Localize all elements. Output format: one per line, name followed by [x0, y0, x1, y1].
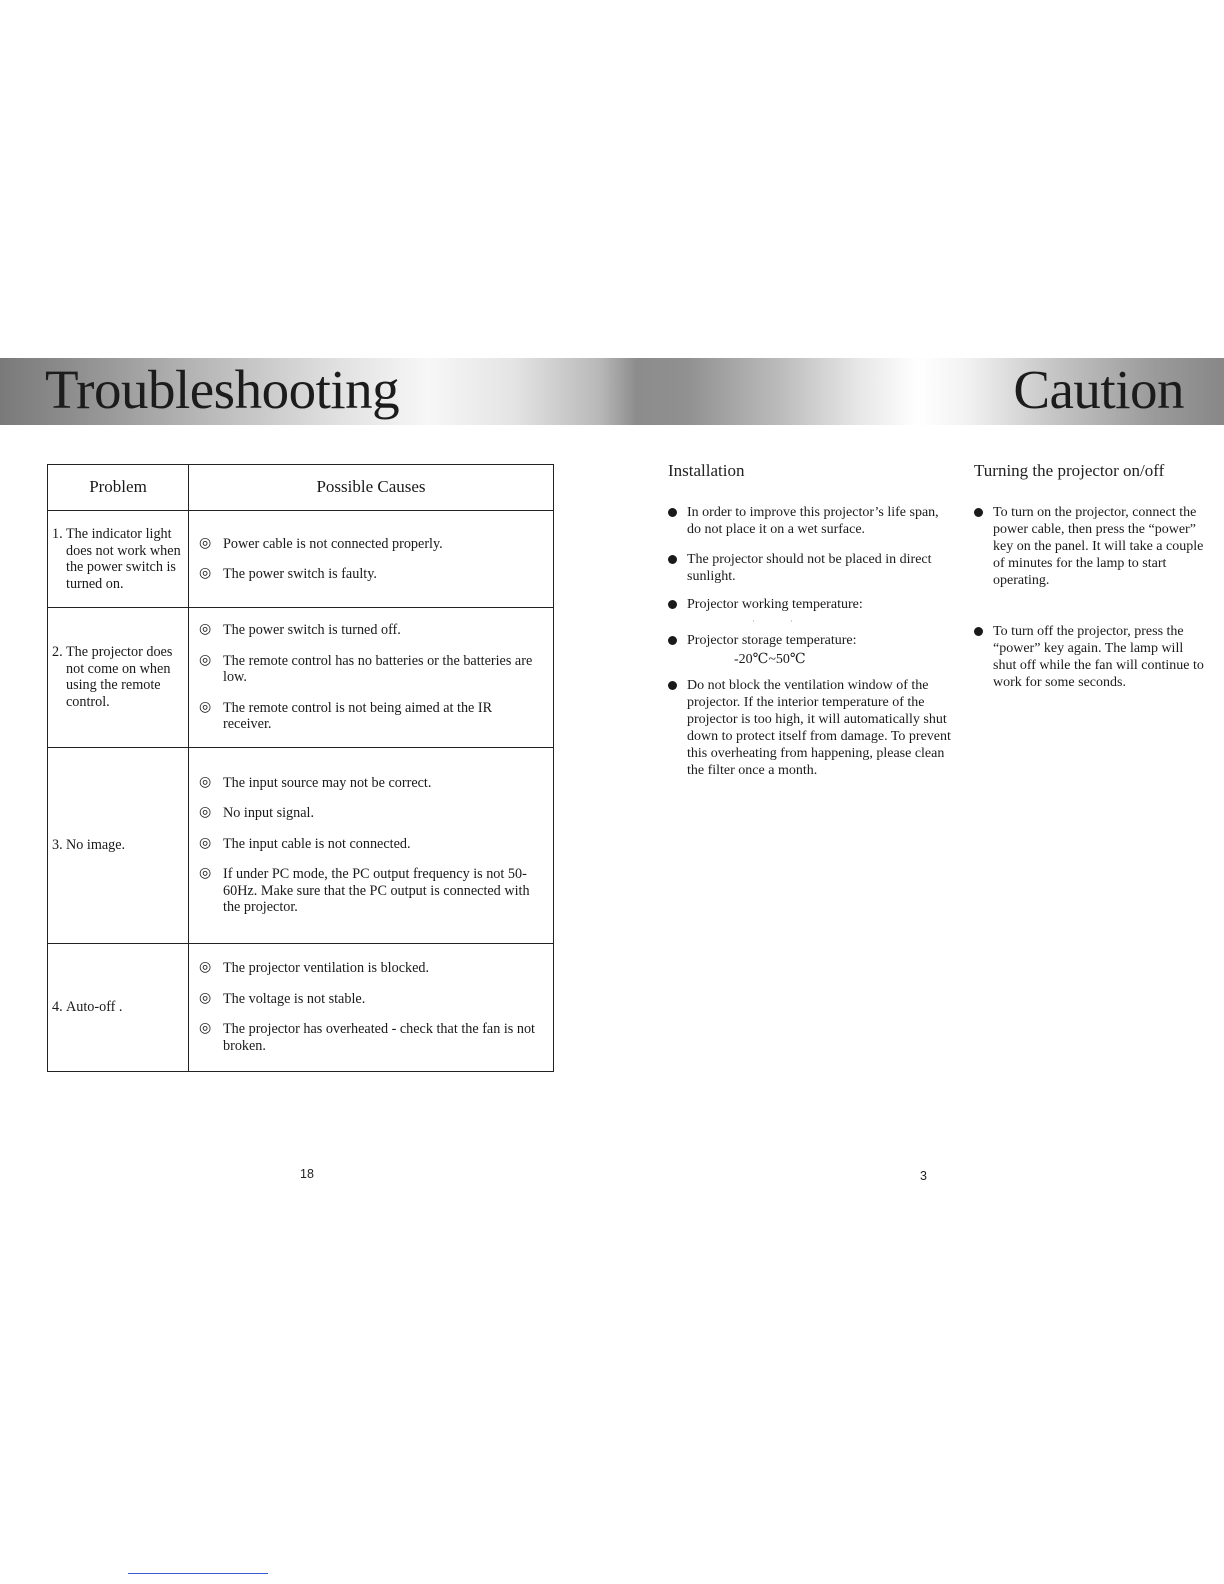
table-row [48, 608, 554, 748]
list-item-text: Projector working temperature: [687, 597, 863, 612]
bullet-icon [668, 681, 677, 690]
power-list [974, 504, 1204, 691]
list-item-text: The projector should not be placed in direct sunlight. [687, 552, 932, 584]
problem-text: Auto-off . [66, 998, 123, 1015]
causes-cell [189, 943, 554, 1071]
cause-item [199, 653, 543, 686]
bullet-icon [668, 636, 677, 645]
problem-cell [48, 747, 189, 943]
header-banner [0, 358, 1224, 425]
problem-number: 2. [52, 644, 63, 661]
cause-text: The input cable is not connected. [223, 835, 411, 852]
double-circle-icon: ◎ [199, 835, 212, 851]
bullet-icon [974, 508, 983, 517]
causes-cell [189, 747, 554, 943]
problem-cell [48, 511, 189, 608]
list-item-text: To turn on the projector, connect the power cable, then press the “power” key on the panel. It will take a couple of minutes for the lamp to start operating. [993, 505, 1204, 588]
problem-number: 4. [52, 998, 63, 1015]
cause-text: The remote control has no batteries or the batteries are low. [223, 652, 533, 685]
bullet-icon [668, 508, 677, 517]
cause-text: The power switch is faulty. [223, 566, 377, 582]
problem-cell [48, 943, 189, 1071]
cause-item [199, 622, 543, 639]
double-circle-icon: ◎ [199, 866, 212, 881]
problem-text: The indicator light does not work when the power switch is turned on. [66, 526, 181, 592]
list-item [974, 504, 1204, 589]
table-row [48, 511, 554, 608]
double-circle-icon: ◎ [199, 1021, 212, 1036]
list-item [668, 504, 953, 538]
cause-text: The projector ventilation is blocked. [223, 960, 430, 976]
problem-text: The projector does not come on when using the remote control. [66, 644, 173, 710]
bullet-icon [668, 600, 677, 609]
problem-number: 1. [52, 526, 63, 542]
cause-item [199, 960, 543, 977]
list-item [974, 623, 1204, 691]
cause-item [199, 536, 543, 553]
cause-text: The voltage is not stable. [223, 990, 366, 1007]
troubleshooting-title: Troubleshooting [45, 359, 400, 420]
problem-cell [48, 608, 189, 748]
faint-marks: · · [752, 616, 793, 626]
cause-item [199, 805, 543, 822]
table-header-row [48, 465, 554, 511]
problem-number: 3. [52, 836, 63, 853]
double-circle-icon: ◎ [199, 774, 212, 790]
cause-item [199, 700, 543, 733]
cause-text: The power switch is turned off. [223, 622, 401, 638]
header-problem: Problem [48, 465, 189, 511]
cause-item [199, 1021, 543, 1054]
list-item [668, 551, 953, 585]
double-circle-icon: ◎ [199, 805, 212, 820]
cause-item [199, 836, 543, 853]
cause-text: No input signal. [223, 805, 315, 821]
power-heading: Turning the projector on/off [974, 461, 1165, 480]
caution-title: Caution [1013, 359, 1184, 420]
cause-item [199, 866, 543, 916]
troubleshooting-table [47, 464, 554, 1072]
list-item-text: To turn off the projector, press the “power” key again. The lamp will shut off while the fan will continue to work for some seconds. [993, 624, 1204, 690]
causes-cell [189, 608, 554, 748]
double-circle-icon: ◎ [199, 699, 212, 715]
cause-item [199, 991, 543, 1008]
list-item [668, 596, 953, 627]
list-item-text: Do not block the ventilation window of the projector. If the interior temperature of the projector is too high, it will automatically shut down to protect itself from damage. To prevent this overheating from happening, please clean the filter once a month. [687, 678, 951, 778]
installation-list [668, 504, 953, 779]
double-circle-icon: ◎ [199, 990, 212, 1006]
list-item [668, 677, 953, 779]
cause-item [199, 566, 543, 583]
bullet-icon [974, 627, 983, 636]
storage-temperature-value: -20℃~50℃ [734, 652, 806, 667]
cause-text: If under PC mode, the PC output frequency is not 50-60Hz. Make sure that the PC output is connected with the projector. [223, 866, 530, 915]
cause-text: The input source may not be correct. [223, 774, 432, 791]
double-circle-icon: ◎ [199, 566, 212, 581]
double-circle-icon: ◎ [199, 535, 212, 551]
double-circle-icon: ◎ [199, 622, 212, 637]
list-item-text: In order to improve this projector’s life span, do not place it on a wet surface. [687, 505, 939, 537]
cause-item [199, 775, 543, 792]
footer-line [128, 1573, 268, 1574]
table-row [48, 943, 554, 1071]
cause-text: Power cable is not connected properly. [223, 535, 443, 552]
problem-text: No image. [66, 836, 126, 853]
cause-text: The projector has overheated - check that the fan is not broken. [223, 1021, 535, 1054]
table-row [48, 747, 554, 943]
installation-heading: Installation [668, 461, 745, 480]
double-circle-icon: ◎ [199, 960, 212, 975]
double-circle-icon: ◎ [199, 652, 212, 668]
list-item-text: Projector storage temperature: [687, 633, 857, 648]
page-number-left: 18 [300, 1167, 314, 1181]
bullet-icon [668, 555, 677, 564]
cause-text: The remote control is not being aimed at the IR receiver. [223, 699, 493, 732]
header-possible-causes: Possible Causes [189, 465, 554, 511]
list-item [668, 632, 953, 668]
page-number-right: 3 [920, 1169, 927, 1183]
causes-cell [189, 511, 554, 608]
